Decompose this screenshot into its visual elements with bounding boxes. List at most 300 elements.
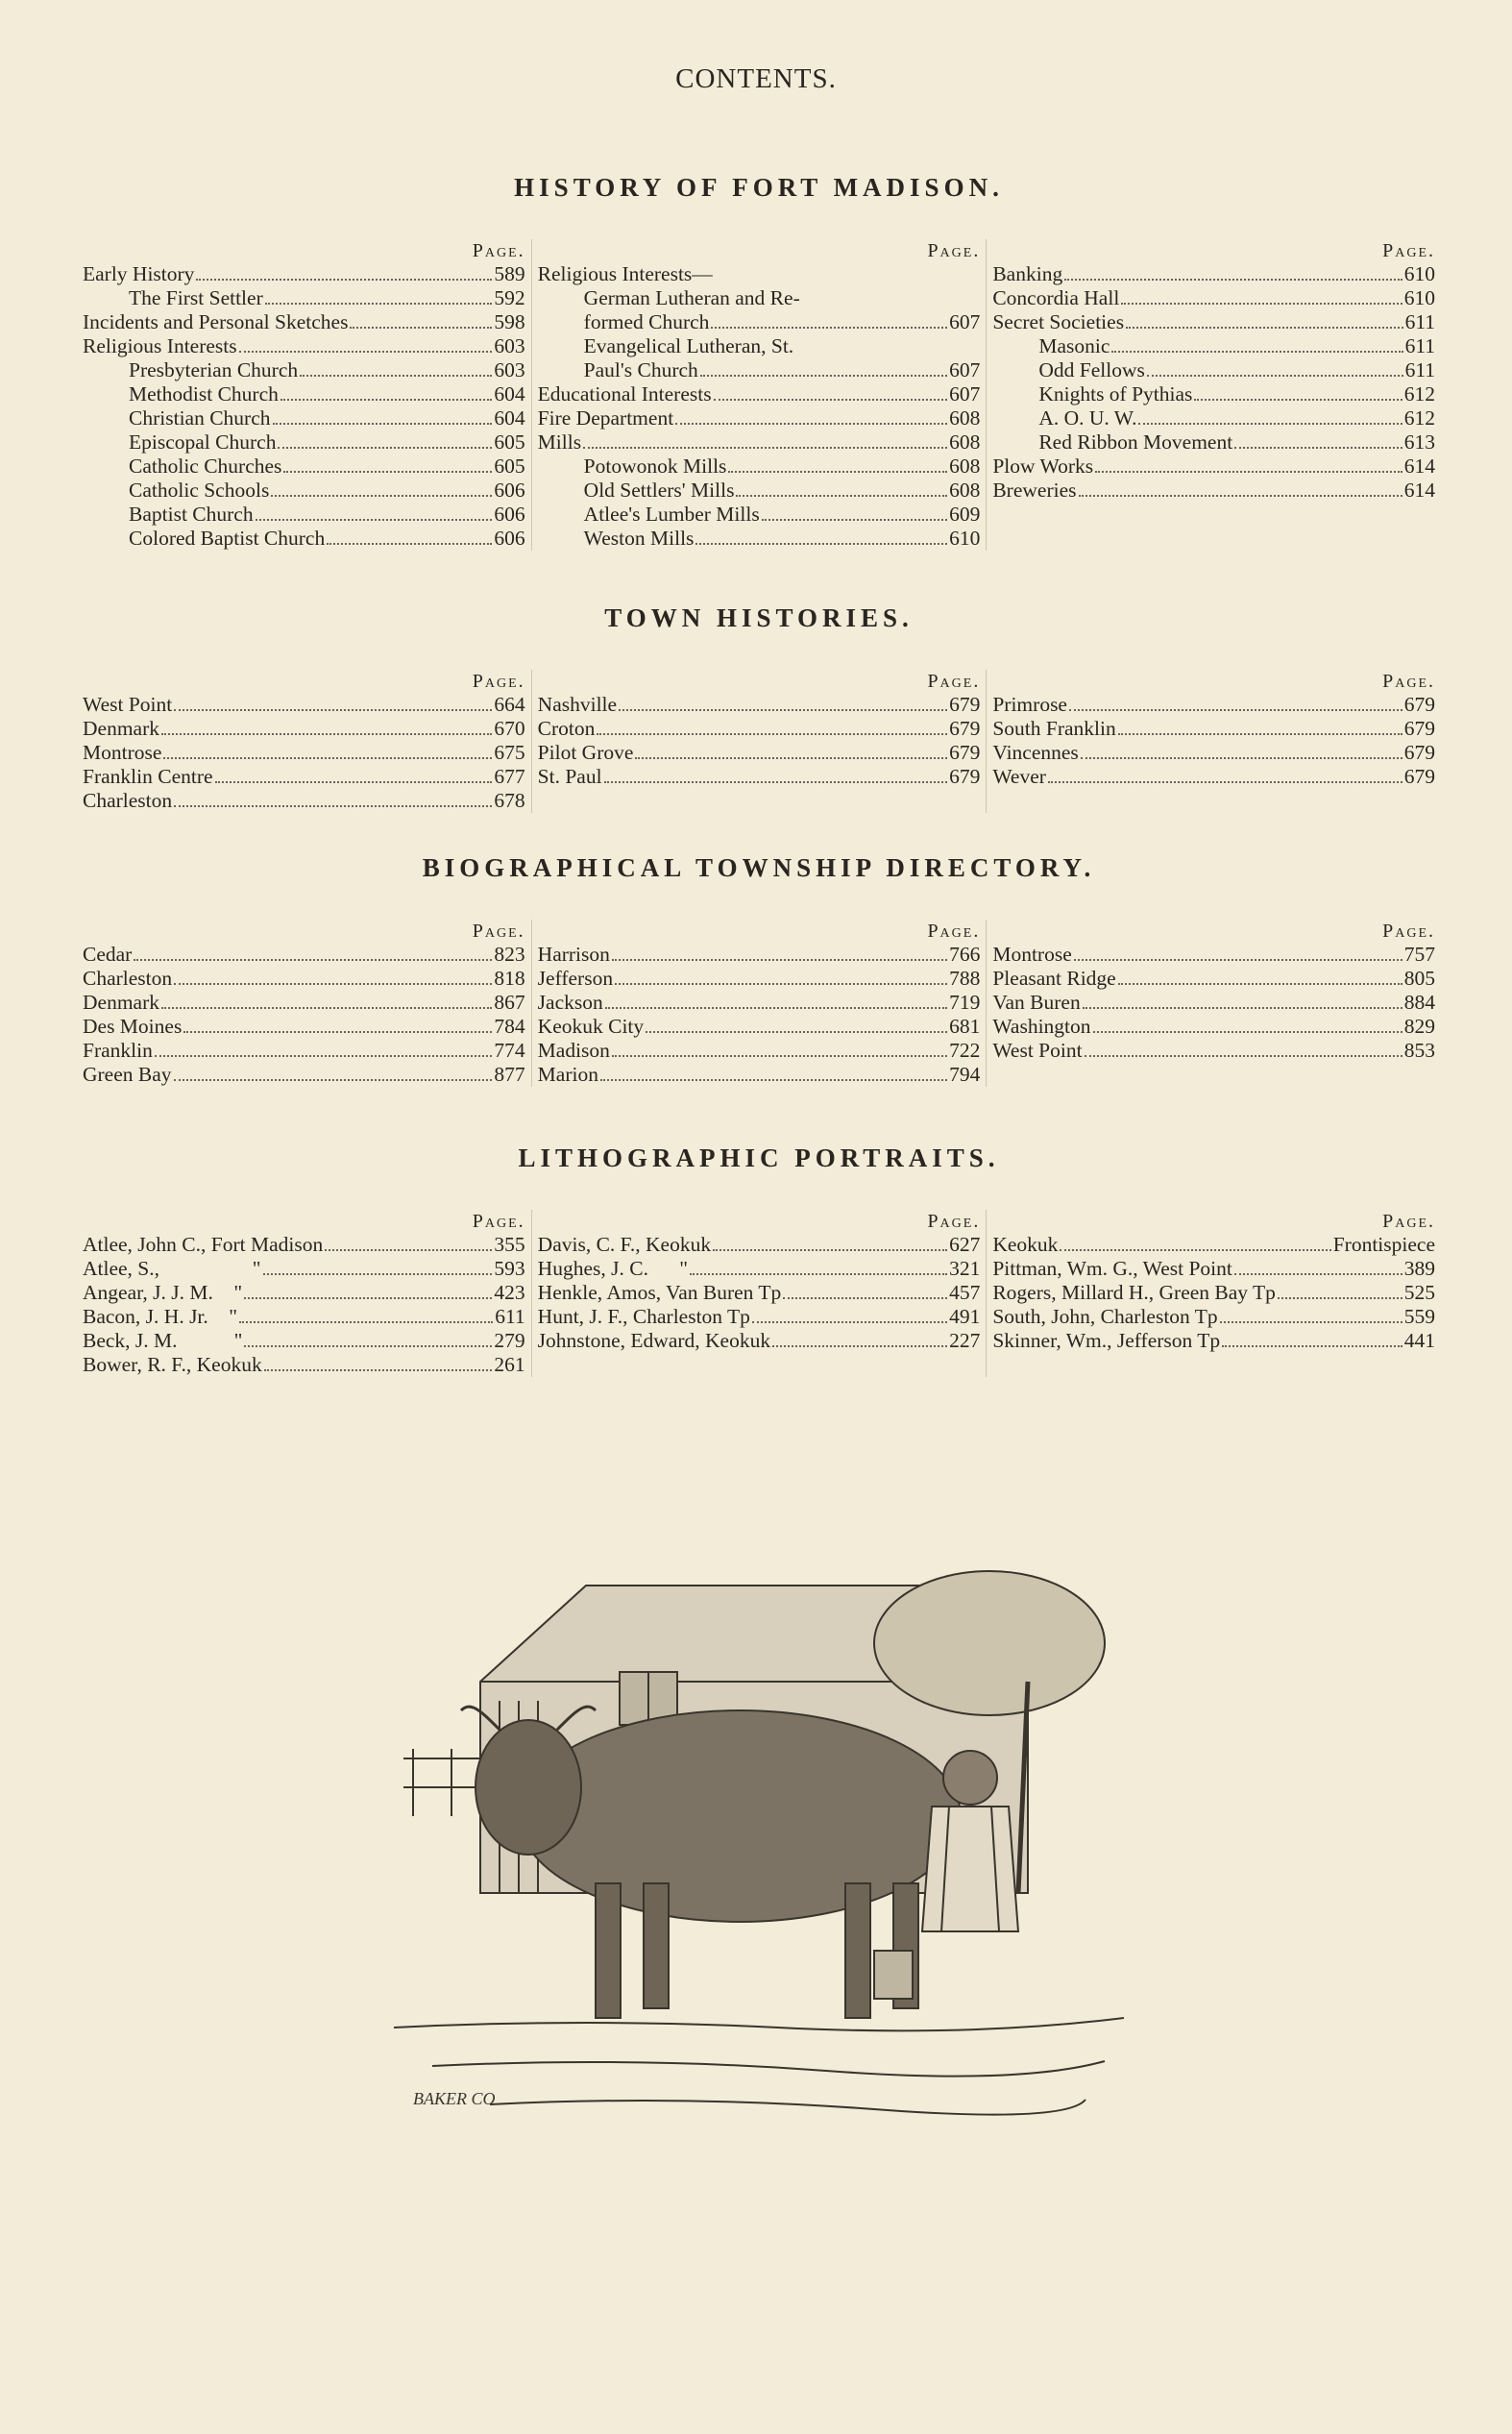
toc-entry-page: 608 (949, 479, 981, 502)
toc-entry-title: Christian Church (129, 406, 271, 430)
section-town-histories (77, 603, 1441, 813)
toc-entry-page: 679 (1403, 765, 1436, 788)
toc-column (986, 1210, 1441, 1377)
toc-entry-title: Presbyterian Church (129, 358, 299, 381)
dot-leader (155, 1055, 493, 1057)
toc-entry-page: 884 (1403, 991, 1436, 1014)
toc-entry-page: 227 (949, 1329, 981, 1352)
toc-entry (992, 286, 1435, 310)
dot-leader (772, 1345, 947, 1347)
dot-leader (239, 1321, 493, 1323)
page-title: CONTENTS. (675, 63, 837, 94)
toc-entry (992, 479, 1435, 503)
toc-entry-title: Jefferson (537, 967, 614, 990)
dot-leader (1194, 399, 1402, 401)
toc-entry (83, 527, 525, 551)
toc-entry (83, 1329, 525, 1353)
toc-entry (538, 943, 981, 967)
toc-entry-title: Breweries (992, 479, 1077, 502)
toc-entry (538, 430, 981, 455)
page-column-header: Page. (472, 671, 525, 692)
toc-entry-page: 670 (494, 717, 525, 740)
toc-entry-title: Croton (537, 717, 596, 740)
page-column-header: Page. (1382, 921, 1436, 942)
toc-entry-page: 679 (949, 741, 981, 764)
toc-entry-title: formed Church (583, 310, 710, 333)
toc-entry-page: 279 (494, 1329, 525, 1352)
page-column-header: Page. (1382, 1211, 1436, 1232)
toc-entry (83, 455, 525, 479)
toc-entry (83, 1233, 525, 1257)
toc-column (77, 670, 531, 813)
toc-entry-page: 766 (949, 943, 981, 966)
dot-leader (1126, 327, 1403, 329)
toc-entry-title: A. O. U. W. (1038, 406, 1137, 430)
toc-entry (83, 1257, 525, 1281)
toc-entry (992, 334, 1435, 358)
toc-entry-page: 604 (494, 406, 525, 430)
dot-leader (280, 399, 493, 401)
toc-entry (992, 430, 1435, 455)
toc-entry-page: 525 (1403, 1281, 1436, 1304)
toc-entry-page: 605 (494, 430, 525, 454)
toc-entry-page: 605 (494, 455, 525, 478)
dot-leader (283, 471, 492, 473)
toc-entry-title: Cedar (83, 943, 133, 966)
dot-leader (1074, 959, 1402, 961)
toc-entry-page: 679 (1403, 717, 1436, 740)
dot-leader (256, 519, 493, 521)
dot-leader (350, 327, 492, 329)
toc-entry-page: 877 (494, 1063, 525, 1086)
toc-entry-title: South, John, Charleston Tp (992, 1305, 1218, 1328)
toc-entry-title: Johnstone, Edward, Keokuk (537, 1329, 771, 1352)
toc-entry (538, 1039, 981, 1063)
dot-leader (1081, 757, 1402, 759)
toc-entry-title: Keokuk (992, 1233, 1059, 1256)
page-column-header: Page. (1382, 671, 1436, 692)
toc-entry-page: 606 (494, 479, 525, 502)
toc-entry (538, 1281, 981, 1305)
dot-leader (174, 983, 492, 985)
toc-entry (83, 717, 525, 741)
toc-entry-page: 853 (1403, 1039, 1436, 1062)
toc-entry-title: Henkle, Amos, Van Buren Tp (537, 1281, 782, 1304)
toc-entry (538, 1329, 981, 1353)
toc-entry-page: 606 (494, 503, 525, 526)
toc-entry (83, 741, 525, 765)
toc-entry (538, 503, 981, 527)
toc-entry-page: 675 (494, 741, 525, 764)
toc-entry-page: 678 (494, 789, 525, 812)
toc-entry (538, 1233, 981, 1257)
toc-entry-page: 614 (1403, 479, 1436, 502)
toc-entry-title: Nashville (537, 693, 618, 716)
toc-entry-page: 603 (494, 358, 525, 381)
toc-entry-title: Weston Mills (583, 527, 695, 550)
toc-entry (83, 430, 525, 455)
toc-entry-page: 794 (949, 1063, 981, 1086)
toc-entry-title: St. Paul (537, 765, 602, 788)
dot-leader (605, 1007, 947, 1009)
toc-column (986, 239, 1441, 551)
toc-entry (538, 1063, 981, 1087)
dot-leader (1048, 781, 1402, 783)
toc-entry (83, 1039, 525, 1063)
dot-leader (1147, 375, 1403, 377)
toc-entry-page: 610 (1403, 262, 1436, 285)
dot-leader (1079, 495, 1402, 497)
toc-columns (77, 670, 1441, 813)
dot-leader (583, 447, 947, 449)
dot-leader (1278, 1297, 1402, 1299)
dot-leader (612, 1055, 947, 1057)
dot-leader (271, 495, 492, 497)
toc-entry (992, 1015, 1435, 1039)
toc-entry (992, 741, 1435, 765)
toc-entry-title: Des Moines (83, 1015, 183, 1038)
dot-leader (1060, 1249, 1330, 1251)
toc-entry-page: 867 (494, 991, 525, 1014)
toc-entry-page: 784 (494, 1015, 525, 1038)
toc-entry-title: Beck, J. M. " (83, 1329, 243, 1352)
toc-entry (83, 334, 525, 358)
dot-leader (711, 327, 947, 329)
dot-leader (619, 709, 947, 711)
toc-entry-page: 589 (494, 262, 525, 285)
dot-leader (714, 399, 948, 401)
dot-leader (244, 1297, 492, 1299)
toc-entry-title: Vincennes (992, 741, 1079, 764)
toc-entry-title: Bacon, J. H. Jr. " (83, 1305, 238, 1328)
toc-column (531, 670, 987, 813)
toc-entry (992, 358, 1435, 382)
dot-leader (273, 423, 493, 425)
toc-entry-title: Odd Fellows (1038, 358, 1145, 381)
toc-entry-title: Paul's Church (583, 358, 698, 381)
toc-entry (83, 503, 525, 527)
toc-entry-page: 612 (1403, 382, 1436, 406)
toc-entry (992, 943, 1435, 967)
dot-leader (1111, 351, 1402, 353)
toc-entry-page: 677 (494, 765, 525, 788)
toc-entry-page: 593 (494, 1257, 525, 1280)
dot-leader (783, 1297, 947, 1299)
dot-leader (1118, 983, 1402, 985)
toc-entry-title: Colored Baptist Church (129, 527, 326, 550)
toc-entry-page: 679 (949, 693, 981, 716)
toc-entry-heading: German Lutheran and Re- (583, 286, 800, 309)
toc-entry-title: Old Settlers' Mills (583, 479, 735, 502)
toc-entry-page: 613 (1403, 430, 1436, 454)
toc-entry-page: 423 (494, 1281, 525, 1304)
toc-entry-page: 805 (1403, 967, 1436, 990)
toc-entry-page: 774 (494, 1039, 525, 1062)
dot-leader (325, 1249, 492, 1251)
section-lithographic-portraits (77, 1143, 1441, 1377)
dot-leader (695, 543, 947, 545)
toc-entry-heading: Religious Interests— (537, 262, 713, 285)
toc-entry-title: Methodist Church (129, 382, 279, 406)
dot-leader (278, 447, 492, 449)
toc-entry (83, 991, 525, 1015)
toc-entry-page: 829 (1403, 1015, 1436, 1038)
toc-entry-title: Religious Interests (83, 334, 237, 357)
toc-entry-page: 355 (494, 1233, 525, 1256)
toc-entry-page: 261 (494, 1353, 525, 1376)
toc-entry-page: 491 (949, 1305, 981, 1328)
toc-entry-title: Episcopal Church (129, 430, 277, 454)
toc-entry-page: 607 (949, 358, 981, 381)
toc-entry-page: 611 (1404, 358, 1436, 381)
toc-entry (992, 310, 1435, 334)
toc-entry-title: Concordia Hall (992, 286, 1120, 309)
dot-leader (690, 1273, 947, 1275)
dot-leader (600, 1079, 947, 1081)
toc-entry-page: 441 (1403, 1329, 1436, 1352)
dot-leader (1095, 471, 1402, 473)
toc-entry-title: Secret Societies (992, 310, 1125, 333)
toc-entry-page: 321 (949, 1257, 981, 1280)
toc-entry-title: Davis, C. F., Keokuk (537, 1233, 712, 1256)
page-column-header: Page. (927, 240, 981, 261)
toc-entry (538, 1305, 981, 1329)
toc-column (77, 1210, 531, 1377)
toc-entry-page: 610 (949, 527, 981, 550)
toc-entry-title: Catholic Schools (129, 479, 270, 502)
engraving-cow-milking-icon (394, 1566, 1124, 2143)
toc-entry (83, 1015, 525, 1039)
toc-entry-title: Bower, R. F., Keokuk (83, 1353, 262, 1376)
page-column-header: Page. (927, 671, 981, 692)
page-column-header: Page. (472, 240, 525, 261)
toc-entry-title: West Point (83, 693, 173, 716)
toc-entry (992, 382, 1435, 406)
toc-entry (83, 406, 525, 430)
toc-entry-page: 607 (949, 382, 981, 406)
toc-entry (992, 765, 1435, 789)
dot-leader (134, 959, 492, 961)
page-column-header: Page. (472, 921, 525, 942)
toc-entry-title: Red Ribbon Movement (1038, 430, 1233, 454)
toc-entry (83, 943, 525, 967)
dot-leader (728, 471, 947, 473)
toc-entry (992, 991, 1435, 1015)
dot-leader (244, 1345, 492, 1347)
toc-entry-title: Skinner, Wm., Jefferson Tp (992, 1329, 1221, 1352)
toc-entry-page: 823 (494, 943, 525, 966)
toc-entry (83, 382, 525, 406)
toc-entry-title: Van Buren (992, 991, 1081, 1014)
toc-entry (83, 967, 525, 991)
toc-entry-title: Masonic (1038, 334, 1110, 357)
dot-leader (265, 303, 493, 305)
dot-leader (1118, 733, 1402, 735)
dot-leader (300, 375, 492, 377)
dot-leader (264, 1369, 493, 1371)
page-column-header: Page. (927, 1211, 981, 1232)
toc-entry-title: Atlee, John C., Fort Madison (83, 1233, 324, 1256)
toc-entry-page: 788 (949, 967, 981, 990)
toc-entry (83, 1281, 525, 1305)
dot-leader (604, 781, 948, 783)
dot-leader (675, 423, 947, 425)
toc-entry-title: Denmark (83, 991, 159, 1014)
toc-entry-page: 611 (495, 1305, 525, 1328)
toc-entry-title: South Franklin (992, 717, 1116, 740)
toc-entry-title: Mills (537, 430, 582, 454)
toc-entry-page: Frontispiece (1332, 1233, 1436, 1256)
page-column-header: Page. (1382, 240, 1436, 261)
toc-entry (992, 1329, 1435, 1353)
dot-leader (752, 1321, 947, 1323)
toc-entry (992, 717, 1435, 741)
toc-entry-heading: Evangelical Lutheran, St. (583, 334, 794, 357)
toc-entry (83, 1063, 525, 1087)
toc-entry-title: Washington (992, 1015, 1091, 1038)
dot-leader (635, 757, 947, 759)
toc-entry-title: Plow Works (992, 455, 1094, 478)
section-heading: BIOGRAPHICAL TOWNSHIP DIRECTORY. (422, 853, 1096, 882)
toc-entry-title: Knights of Pythias (1038, 382, 1193, 406)
dot-leader (163, 757, 492, 759)
toc-entry (992, 406, 1435, 430)
dot-leader (1083, 1007, 1402, 1009)
toc-entry (992, 455, 1435, 479)
section-biographical-township-directory (77, 853, 1441, 1087)
toc-entry-title: Primrose (992, 693, 1067, 716)
toc-entry (992, 1305, 1435, 1329)
toc-column (531, 920, 987, 1087)
toc-entry (538, 358, 981, 382)
toc-column (531, 1210, 987, 1377)
toc-entry-title: Charleston (83, 789, 173, 812)
toc-entry-title: Potowonok Mills (583, 455, 727, 478)
toc-entry-title: Green Bay (83, 1063, 172, 1086)
dot-leader (597, 733, 947, 735)
toc-entry-page: 719 (949, 991, 981, 1014)
toc-entry-title: Madison (537, 1039, 610, 1062)
dot-leader (161, 733, 492, 735)
toc-entry-page: 664 (494, 693, 525, 716)
dot-leader (263, 1273, 493, 1275)
toc-entry-title: The First Settler (129, 286, 263, 309)
toc-entry-page: 559 (1403, 1305, 1436, 1328)
section-history-of-fort-madison (77, 173, 1441, 551)
toc-entry (83, 1305, 525, 1329)
toc-entry-title: Banking (992, 262, 1063, 285)
toc-entry (83, 479, 525, 503)
toc-entry (538, 527, 981, 551)
dot-leader (646, 1031, 947, 1033)
toc-entry-page: 592 (494, 286, 525, 309)
dot-leader (1064, 279, 1402, 281)
dot-leader (1222, 1345, 1402, 1347)
toc-column (77, 920, 531, 1087)
toc-columns (77, 1210, 1441, 1377)
toc-entry-title: Denmark (83, 717, 159, 740)
toc-entry-title: Atlee's Lumber Mills (583, 503, 760, 526)
dot-leader (196, 279, 492, 281)
toc-entry (83, 310, 525, 334)
dot-leader (762, 519, 947, 521)
dot-leader (174, 805, 492, 807)
dot-leader (700, 375, 947, 377)
toc-entry-title: Pleasant Ridge (992, 967, 1116, 990)
toc-entry-title: West Point (992, 1039, 1083, 1062)
dot-leader (713, 1249, 947, 1251)
dot-leader (161, 1007, 492, 1009)
toc-entry (538, 1257, 981, 1281)
toc-entry-title: Marion (537, 1063, 598, 1086)
dot-leader (183, 1031, 492, 1033)
toc-entry (83, 789, 525, 813)
toc-entry-page: 681 (949, 1015, 981, 1038)
dot-leader (736, 495, 947, 497)
dot-leader (215, 781, 493, 783)
dot-leader (1234, 1273, 1402, 1275)
toc-entry (992, 967, 1435, 991)
toc-entry (538, 382, 981, 406)
toc-entry (992, 1257, 1435, 1281)
toc-entry (538, 406, 981, 430)
toc-entry-page: 612 (1403, 406, 1436, 430)
toc-entry-title: Incidents and Personal Sketches (83, 310, 349, 333)
toc-entry-page: 679 (949, 717, 981, 740)
toc-entry-page: 818 (494, 967, 525, 990)
toc-entry-title: Pittman, Wm. G., West Point (992, 1257, 1232, 1280)
toc-entry-page: 606 (494, 527, 525, 550)
toc-entry-title: Harrison (537, 943, 610, 966)
section-heading: LITHOGRAPHIC PORTRAITS. (518, 1143, 1000, 1172)
toc-entry-page: 598 (494, 310, 525, 333)
toc-entry-page: 757 (1403, 943, 1436, 966)
dot-leader (174, 1079, 493, 1081)
section-heading: HISTORY OF FORT MADISON. (514, 173, 1004, 202)
toc-entry (538, 741, 981, 765)
toc-entry-title: Hunt, J. F., Charleston Tp (537, 1305, 750, 1328)
toc-entry (83, 358, 525, 382)
toc-entry-page: 627 (949, 1233, 981, 1256)
page-column-header: Page. (472, 1211, 525, 1232)
toc-entry-page: 608 (949, 455, 981, 478)
toc-entry-title: Montrose (83, 741, 162, 764)
dot-leader (615, 983, 947, 985)
toc-entry-title: Charleston (83, 967, 173, 990)
toc-entry (538, 765, 981, 789)
toc-entry-page: 604 (494, 382, 525, 406)
dot-leader (1093, 1031, 1402, 1033)
toc-entry-page: 603 (494, 334, 525, 357)
toc-entry-page: 679 (1403, 693, 1436, 716)
dot-leader (1069, 709, 1402, 711)
toc-entry (538, 967, 981, 991)
toc-entry-title: Pilot Grove (537, 741, 634, 764)
toc-entry (83, 1353, 525, 1377)
toc-entry-page: 614 (1403, 455, 1436, 478)
toc-entry-title: Franklin (83, 1039, 153, 1062)
toc-column (531, 239, 987, 551)
toc-entry (992, 262, 1435, 286)
dot-leader (612, 959, 947, 961)
page-column-header: Page. (927, 921, 981, 942)
toc-entry-title: Hughes, J. C. " (537, 1257, 688, 1280)
toc-entry-page: 722 (949, 1039, 981, 1062)
dot-leader (174, 709, 492, 711)
toc-entry-page: 610 (1403, 286, 1436, 309)
toc-entry-page: 607 (949, 310, 981, 333)
toc-entry-title: Rogers, Millard H., Green Bay Tp (992, 1281, 1276, 1304)
